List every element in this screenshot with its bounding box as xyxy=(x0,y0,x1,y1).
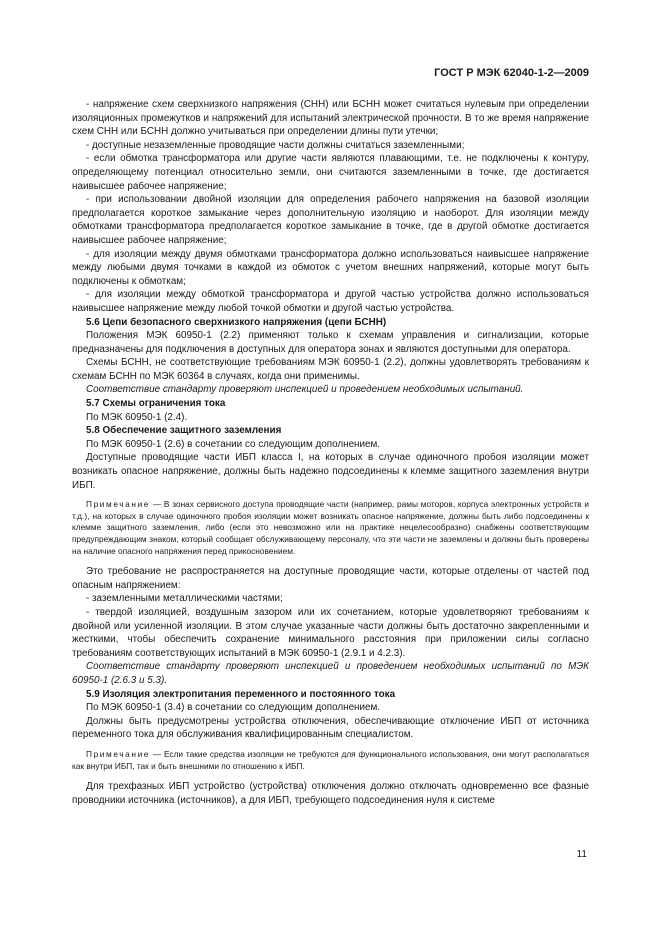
paragraph: Положения МЭК 60950-1 (2.2) применяют только к схемам управления и сигнализации, которые предназначены для подключения в доступных для оператора зонах и являются доступными для оператора. xyxy=(72,330,589,355)
compliance-statement: Соответствие стандарту проверяют инспекцией и проведением необходимых испытаний. xyxy=(86,384,524,396)
paragraph: - заземленными металлическими частями; xyxy=(86,593,283,605)
page-number: 11 xyxy=(576,849,587,860)
paragraph: - твердой изоляцией, воздушным зазором или их сочетанием, которые удовлетворяют требованиям к двойной или усиленной изоляции. В этом случае указанные части должны быть достаточно закрепленными и жесткими, чтобы обеспечить сохранение минимального расстояния при приложении силы согласно требованиям соответствующих испытаний в МЭК 60950-1 (2.9.1 и 4.2.3). xyxy=(72,606,589,659)
paragraph: - для изоляции между обмоткой трансформатора и другой частью устройства должно использоваться наивысшее напряжение между любой точкой обмотки и другой частью устройства. xyxy=(72,289,589,314)
paragraph: Для трехфазных ИБП устройство (устройства) отключения должно отключать одновременно все фазные проводники источника (источников), а для ИБП, требующего подсоединения нуля к системе xyxy=(72,781,589,806)
paragraph: По МЭК 60950-1 (2.4). xyxy=(86,411,188,423)
section-heading-5-6: 5.6 Цепи безопасного сверхнизкого напряжения (цепи БСНН) xyxy=(86,316,387,328)
section-heading-5-8: 5.8 Обеспечение защитного заземления xyxy=(86,425,282,437)
paragraph: По МЭК 60950-1 (2.6) в сочетании со следующим дополнением. xyxy=(86,438,381,450)
paragraph: - при использовании двойной изоляции для определения рабочего напряжения на базовой изоляции предполагается короткое замыкание через дополнительную изоляцию и наоборот. Для изоляции между обмотками трансформатора предполагается короткое замыкание в точке, где в другой обмотке достигается наивысшее рабочее напряжение; xyxy=(72,194,589,246)
note-block xyxy=(72,499,589,557)
section-heading-5-9: 5.9 Изоляция электропитания переменного и постоянного тока xyxy=(86,688,396,700)
paragraph: - для изоляции между двумя обмотками трансформатора должно использоваться наивысшее напряжение между любыми двумя точками в каждой из обмоток с учетом внешних напряжений, которые могут быть подключены к обмоткам; xyxy=(72,248,589,287)
paragraph: - напряжение схем сверхнизкого напряжения (СНН) или БСНН может считаться нулевым при определении изоляционных промежутков и напряжений для испытаний электрической прочности. В то же время напряжение схем СНН или БСНН должно учитываться при определении длины пути утечки; xyxy=(72,99,589,138)
note-label: Примечание xyxy=(86,499,151,510)
paragraph: - если обмотка трансформатора или другие части являются плавающими, т.е. не подключены к контуру, определяющему потенциал относительно земли, они считаются заземленными в точке, где достигается наивысшее рабочее напряжение; xyxy=(72,153,589,192)
paragraph: Доступные проводящие части ИБП класса I, на которых в случае одиночного пробоя изоляции может возникать опасное напряжение, должны быть надежно подсоединены к клемме защитного заземления внутри ИБП. xyxy=(72,452,589,491)
paragraph: По МЭК 60950-1 (3.4) в сочетании со следующим дополнением. xyxy=(86,702,381,714)
note-text: — В зонах сервисного доступа проводящие части (например, рамы моторов, корпуса электронных устройств и т.д.), на которых в случае одиночного пробоя изоляции может возникать опасное напряжение, должны быть либо подсоединены к клемме защитного заземления, либо (если это невозможно или на практике нецелесообразно) снабжены соответствующим предупреждающим знаком, который сообщает обслуживающему персоналу, что эти части не заземлены и должны быть проверены на наличие опасного напряжения перед прикосновением. xyxy=(72,499,589,556)
note-block xyxy=(72,749,589,772)
paragraph: Схемы БСНН, не соответствующие требованиям МЭК 60950-1 (2.2), должны удовлетворять требованиям к схемам БСНН по МЭК 60364 в случаях, когда они применимы. xyxy=(72,357,589,382)
document-header: ГОСТ Р МЭК 62040-1-2—2009 xyxy=(434,67,589,79)
paragraph: Это требование не распространяется на доступные проводящие части, которые отделены от частей под опасным напряжением: xyxy=(72,566,589,591)
section-heading-5-7: 5.7 Схемы ограничения тока xyxy=(86,398,226,410)
paragraph: Должны быть предусмотрены устройства отключения, обеспечивающие отключение ИБП от источника переменного тока для обслуживания квалифицированным специалистом. xyxy=(72,715,589,741)
note-text: — Если такие средства изоляции не требуются для функционального использования, они могут располагаться как внутри ИБП, так и быть внешними по отношению к ИБП. xyxy=(72,748,589,771)
paragraph: - доступные незаземленные проводящие части должны считаться заземленными; xyxy=(86,139,465,151)
note-label: Примечание xyxy=(86,748,151,759)
compliance-statement: Соответствие стандарту проверяют инспекцией и проведением необходимых испытаний по МЭК 60950-1 (2.6.3 и 5.3). xyxy=(72,661,589,686)
